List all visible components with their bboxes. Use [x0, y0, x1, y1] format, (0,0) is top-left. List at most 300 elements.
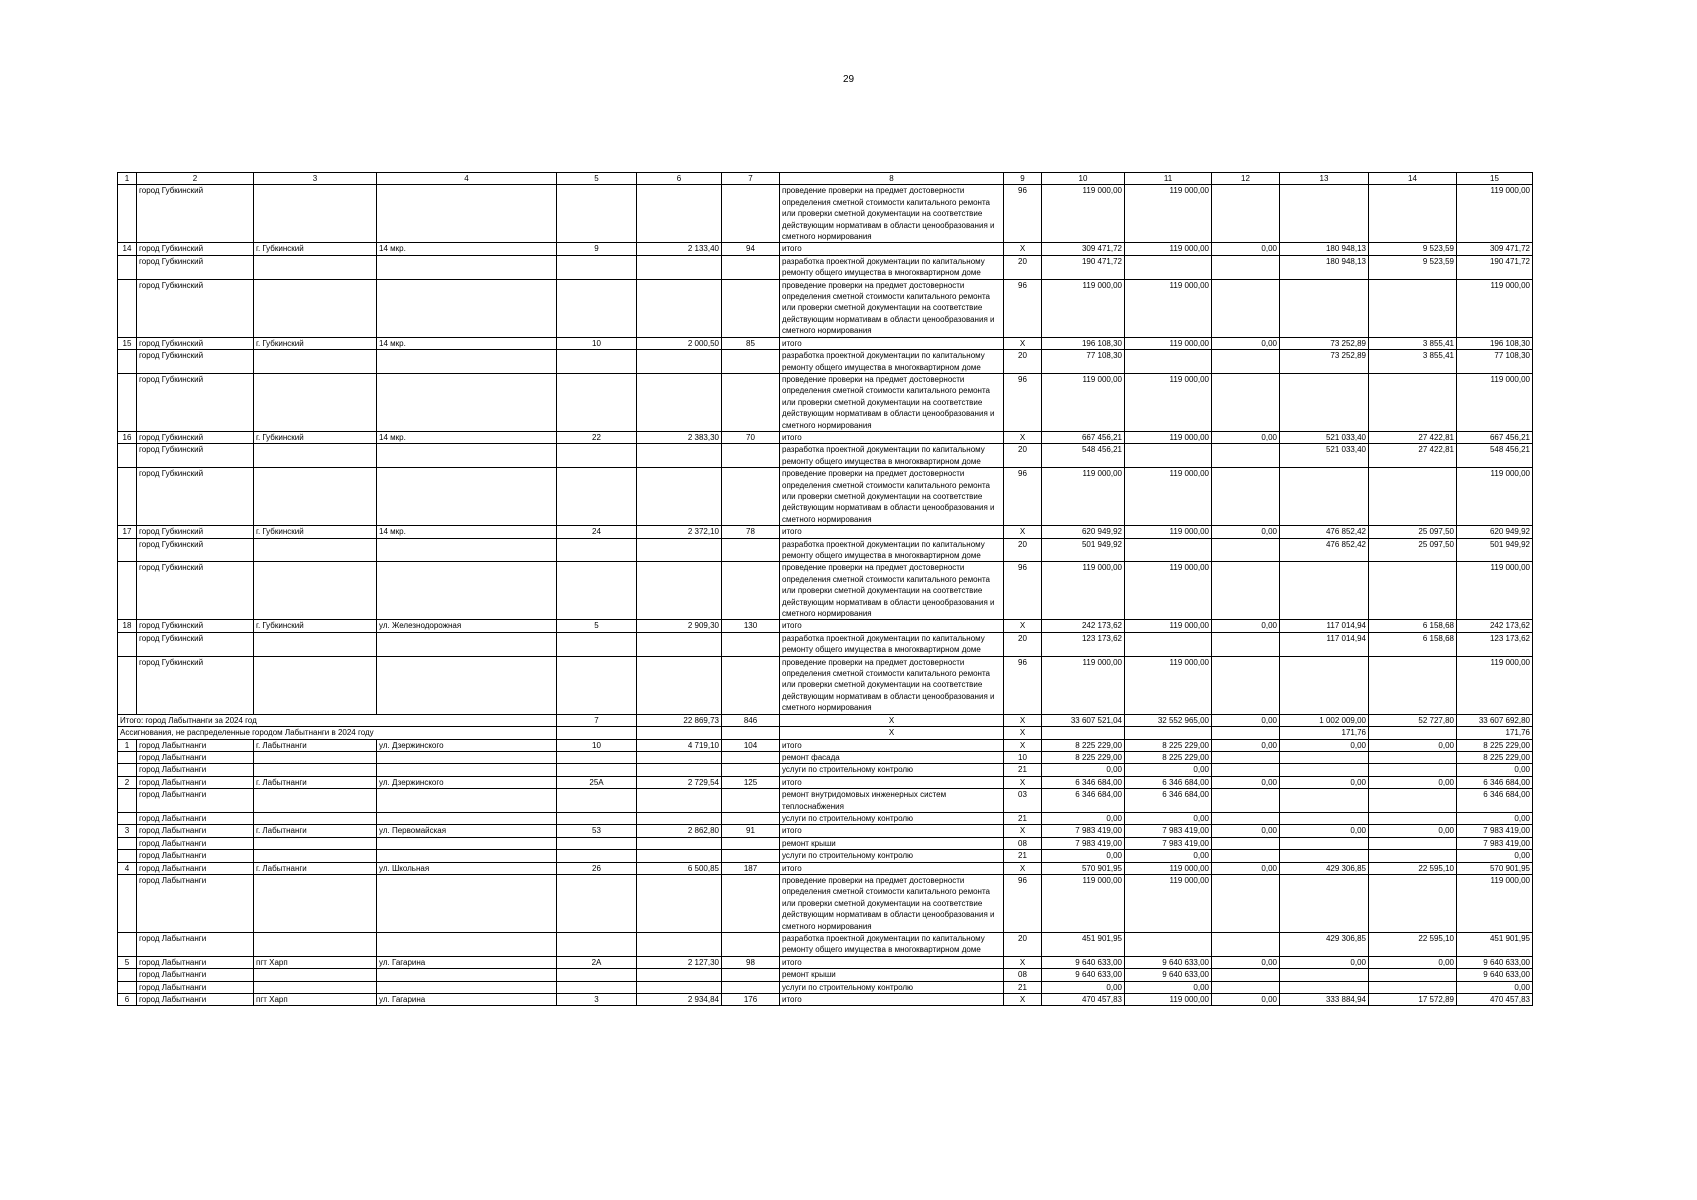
cell-col-8: проведение проверки на предмет достоверности определения сметной стоимости капитального ремонта или проверки сметной документации на соответствие действующим нормативам в области ценообразования и сметного нормирования: [780, 373, 1004, 431]
cell-col-6: [637, 837, 722, 849]
cell-col-13: [1280, 656, 1369, 714]
cell-col-15: 8 225 229,00: [1457, 751, 1533, 763]
table-row: [118, 243, 1533, 255]
summary-label: Ассигнования, не распределенные городом Лабытнанги в 2024 году: [118, 727, 557, 739]
column-number: 12: [1212, 173, 1280, 185]
cell-col-5: 9: [557, 243, 637, 255]
cell-col-3: [254, 279, 377, 337]
cell-col-2: город Лабытнанги: [137, 994, 254, 1006]
cell-col-7: 104: [722, 739, 780, 751]
cell-col-7: [722, 255, 780, 279]
cell-col-9: 20: [1004, 444, 1042, 468]
cell-col-11: 32 552 965,00: [1125, 714, 1212, 726]
cell-col-13: 1 002 009,00: [1280, 714, 1369, 726]
cell-col-8: проведение проверки на предмет достоверности определения сметной стоимости капитального ремонта или проверки сметной документации на соответствие действующим нормативам в области ценообразования и сметного нормирования: [780, 656, 1004, 714]
cell-col-9: 96: [1004, 562, 1042, 620]
cell-col-13: 429 306,85: [1280, 933, 1369, 957]
cell-col-5: 10: [557, 739, 637, 751]
cell-col-2: город Лабытнанги: [137, 739, 254, 751]
cell-col-6: [637, 751, 722, 763]
cell-col-8: итого: [780, 620, 1004, 632]
cell-col-4: [377, 632, 557, 656]
table-row: [118, 837, 1533, 849]
cell-col-9: X: [1004, 526, 1042, 538]
table-row: [118, 656, 1533, 714]
cell-col-11: 119 000,00: [1125, 862, 1212, 874]
cell-col-10: 570 901,95: [1042, 862, 1125, 874]
cell-col-2: город Губкинский: [137, 444, 254, 468]
cell-col-13: 180 948,13: [1280, 243, 1369, 255]
cell-col-9: X: [1004, 956, 1042, 968]
cell-col-8: проведение проверки на предмет достоверности определения сметной стоимости капитального ремонта или проверки сметной документации на соответствие действующим нормативам в области ценообразования и сметного нормирования: [780, 562, 1004, 620]
column-number: 14: [1369, 173, 1457, 185]
cell-col-15: 570 901,95: [1457, 862, 1533, 874]
cell-col-11: 119 000,00: [1125, 562, 1212, 620]
column-number: 5: [557, 173, 637, 185]
cell-col-6: 2 383,30: [637, 431, 722, 443]
cell-col-11: 6 346 684,00: [1125, 789, 1212, 813]
cell-col-15: 451 901,95: [1457, 933, 1533, 957]
cell-col-7: 125: [722, 776, 780, 788]
cell-col-12: [1212, 933, 1280, 957]
cell-col-13: 0,00: [1280, 956, 1369, 968]
cell-col-7: 187: [722, 862, 780, 874]
cell-col-8: итого: [780, 956, 1004, 968]
cell-col-5: [557, 751, 637, 763]
cell-col-12: 0,00: [1212, 337, 1280, 349]
cell-col-5: 5: [557, 620, 637, 632]
cell-col-12: 0,00: [1212, 862, 1280, 874]
cell-col-6: [637, 538, 722, 562]
cell-col-3: [254, 350, 377, 374]
cell-col-14: 27 422,81: [1369, 431, 1457, 443]
cell-col-7: [722, 538, 780, 562]
cell-col-12: 0,00: [1212, 825, 1280, 837]
cell-col-2: город Лабытнанги: [137, 874, 254, 932]
cell-col-2: город Лабытнанги: [137, 956, 254, 968]
cell-col-5: 3: [557, 994, 637, 1006]
cell-col-15: 196 108,30: [1457, 337, 1533, 349]
cell-col-2: город Губкинский: [137, 468, 254, 526]
cell-col-1: 2: [118, 776, 137, 788]
cell-col-3: [254, 981, 377, 993]
cell-col-13: 0,00: [1280, 776, 1369, 788]
cell-col-10: 309 471,72: [1042, 243, 1125, 255]
column-number: 8: [780, 173, 1004, 185]
cell-col-8: разработка проектной документации по капитальному ремонту общего имущества в многоквартирном доме: [780, 255, 1004, 279]
cell-col-12: 0,00: [1212, 431, 1280, 443]
cell-col-11: 119 000,00: [1125, 243, 1212, 255]
cell-col-5: [557, 933, 637, 957]
cell-col-8: разработка проектной документации по капитальному ремонту общего имущества в многоквартирном доме: [780, 933, 1004, 957]
cell-col-13: [1280, 751, 1369, 763]
table-body: [118, 173, 1533, 1006]
cell-col-5: [557, 350, 637, 374]
cell-col-8: ремонт крыши: [780, 837, 1004, 849]
cell-col-15: 119 000,00: [1457, 279, 1533, 337]
table-row: [118, 632, 1533, 656]
cell-col-5: [557, 279, 637, 337]
cell-col-14: 0,00: [1369, 825, 1457, 837]
cell-col-3: [254, 837, 377, 849]
cell-col-12: 0,00: [1212, 526, 1280, 538]
cell-col-15: 119 000,00: [1457, 562, 1533, 620]
cell-col-5: [557, 538, 637, 562]
cell-col-15: 119 000,00: [1457, 468, 1533, 526]
cell-col-13: 429 306,85: [1280, 862, 1369, 874]
table-row: [118, 994, 1533, 1006]
cell-col-13: 171,76: [1280, 727, 1369, 739]
cell-col-5: 25А: [557, 776, 637, 788]
cell-col-10: 119 000,00: [1042, 279, 1125, 337]
cell-col-7: [722, 874, 780, 932]
cell-col-7: [722, 656, 780, 714]
cell-col-12: 0,00: [1212, 956, 1280, 968]
cell-col-15: 7 983 419,00: [1457, 825, 1533, 837]
cell-col-11: 7 983 419,00: [1125, 837, 1212, 849]
cell-col-4: [377, 850, 557, 862]
cell-col-11: 119 000,00: [1125, 620, 1212, 632]
cell-col-9: X: [1004, 994, 1042, 1006]
cell-col-15: 0,00: [1457, 812, 1533, 824]
cell-col-7: [722, 444, 780, 468]
cell-col-7: 78: [722, 526, 780, 538]
cell-col-13: 180 948,13: [1280, 255, 1369, 279]
table-row: [118, 337, 1533, 349]
cell-col-2: город Губкинский: [137, 279, 254, 337]
cell-col-2: город Лабытнанги: [137, 825, 254, 837]
cell-col-14: 22 595,10: [1369, 862, 1457, 874]
cell-col-10: 119 000,00: [1042, 468, 1125, 526]
cell-col-1: 18: [118, 620, 137, 632]
cell-col-7: 70: [722, 431, 780, 443]
cell-col-1: [118, 255, 137, 279]
cell-col-3: [254, 812, 377, 824]
cell-col-14: [1369, 727, 1457, 739]
cell-col-10: 119 000,00: [1042, 874, 1125, 932]
cell-col-1: 6: [118, 994, 137, 1006]
cell-col-5: [557, 812, 637, 824]
cell-col-14: 0,00: [1369, 776, 1457, 788]
cell-col-8: итого: [780, 825, 1004, 837]
cell-col-2: город Лабытнанги: [137, 751, 254, 763]
cell-col-12: [1212, 981, 1280, 993]
cell-col-9: 20: [1004, 933, 1042, 957]
table-row: [118, 538, 1533, 562]
cell-col-12: [1212, 350, 1280, 374]
cell-col-12: [1212, 562, 1280, 620]
cell-col-12: [1212, 812, 1280, 824]
cell-col-6: [637, 255, 722, 279]
cell-col-8: ремонт крыши: [780, 969, 1004, 981]
cell-col-9: X: [1004, 739, 1042, 751]
cell-col-11: 119 000,00: [1125, 526, 1212, 538]
cell-col-13: [1280, 764, 1369, 776]
cell-col-12: [1212, 969, 1280, 981]
cell-col-6: [637, 632, 722, 656]
cell-col-5: 7: [557, 714, 637, 726]
table-row: [118, 255, 1533, 279]
cell-col-4: [377, 874, 557, 932]
cell-col-6: [637, 185, 722, 243]
table-row: [118, 862, 1533, 874]
cell-col-11: 0,00: [1125, 981, 1212, 993]
cell-col-3: [254, 373, 377, 431]
cell-col-3: [254, 562, 377, 620]
cell-col-7: [722, 751, 780, 763]
cell-col-14: [1369, 562, 1457, 620]
cell-col-2: город Лабытнанги: [137, 981, 254, 993]
cell-col-11: [1125, 727, 1212, 739]
cell-col-4: 14 мкр.: [377, 243, 557, 255]
cell-col-15: 119 000,00: [1457, 373, 1533, 431]
cell-col-7: [722, 632, 780, 656]
cell-col-13: 521 033,40: [1280, 431, 1369, 443]
cell-col-14: 0,00: [1369, 956, 1457, 968]
cell-col-14: [1369, 656, 1457, 714]
cell-col-11: 119 000,00: [1125, 185, 1212, 243]
cell-col-12: [1212, 468, 1280, 526]
cell-col-9: X: [1004, 727, 1042, 739]
cell-col-14: [1369, 468, 1457, 526]
cell-col-11: 119 000,00: [1125, 431, 1212, 443]
cell-col-9: 21: [1004, 812, 1042, 824]
data-table: [117, 172, 1533, 1006]
cell-col-15: 119 000,00: [1457, 656, 1533, 714]
cell-col-14: 9 523,59: [1369, 255, 1457, 279]
cell-col-4: [377, 812, 557, 824]
cell-col-2: город Губкинский: [137, 620, 254, 632]
cell-col-12: [1212, 185, 1280, 243]
cell-col-1: [118, 538, 137, 562]
cell-col-4: ул. Гагарина: [377, 956, 557, 968]
cell-col-3: г. Лабытнанги: [254, 739, 377, 751]
column-number: 6: [637, 173, 722, 185]
cell-col-5: [557, 373, 637, 431]
cell-col-3: [254, 789, 377, 813]
cell-col-15: 9 640 633,00: [1457, 956, 1533, 968]
cell-col-5: 24: [557, 526, 637, 538]
cell-col-9: X: [1004, 620, 1042, 632]
cell-col-7: 94: [722, 243, 780, 255]
cell-col-10: 6 346 684,00: [1042, 776, 1125, 788]
cell-col-2: город Губкинский: [137, 526, 254, 538]
table-row: [118, 764, 1533, 776]
cell-col-1: 15: [118, 337, 137, 349]
cell-col-1: [118, 632, 137, 656]
cell-col-14: [1369, 751, 1457, 763]
cell-col-15: 470 457,83: [1457, 994, 1533, 1006]
cell-col-14: 0,00: [1369, 739, 1457, 751]
cell-col-6: 4 719,10: [637, 739, 722, 751]
cell-col-1: 14: [118, 243, 137, 255]
cell-col-10: 9 640 633,00: [1042, 969, 1125, 981]
cell-col-11: [1125, 933, 1212, 957]
cell-col-3: г. Губкинский: [254, 337, 377, 349]
cell-col-4: [377, 562, 557, 620]
cell-col-15: 0,00: [1457, 981, 1533, 993]
cell-col-7: [722, 727, 780, 739]
cell-col-10: 119 000,00: [1042, 185, 1125, 243]
cell-col-11: 9 640 633,00: [1125, 956, 1212, 968]
cell-col-2: город Губкинский: [137, 656, 254, 714]
cell-col-8: итого: [780, 776, 1004, 788]
cell-col-14: [1369, 185, 1457, 243]
cell-col-8: проведение проверки на предмет достоверности определения сметной стоимости капитального ремонта или проверки сметной документации на соответствие действующим нормативам в области ценообразования и сметного нормирования: [780, 279, 1004, 337]
cell-col-8: итого: [780, 526, 1004, 538]
cell-col-3: г. Губкинский: [254, 243, 377, 255]
cell-col-8: услуги по строительному контролю: [780, 764, 1004, 776]
cell-col-5: [557, 656, 637, 714]
cell-col-12: [1212, 538, 1280, 562]
cell-col-4: ул. Школьная: [377, 862, 557, 874]
cell-col-6: [637, 373, 722, 431]
cell-col-13: 476 852,42: [1280, 526, 1369, 538]
cell-col-1: [118, 789, 137, 813]
cell-col-11: 9 640 633,00: [1125, 969, 1212, 981]
cell-col-5: [557, 255, 637, 279]
table-row: [118, 620, 1533, 632]
cell-col-4: ул. Первомайская: [377, 825, 557, 837]
table-row: [118, 562, 1533, 620]
cell-col-1: [118, 468, 137, 526]
cell-col-10: 501 949,92: [1042, 538, 1125, 562]
cell-col-7: 91: [722, 825, 780, 837]
cell-col-12: [1212, 837, 1280, 849]
cell-col-14: [1369, 789, 1457, 813]
cell-col-5: [557, 874, 637, 932]
cell-col-6: 2 934,84: [637, 994, 722, 1006]
cell-col-13: [1280, 850, 1369, 862]
cell-col-2: город Губкинский: [137, 185, 254, 243]
cell-col-6: 2 909,30: [637, 620, 722, 632]
cell-col-6: [637, 969, 722, 981]
column-number: 4: [377, 173, 557, 185]
cell-col-10: 0,00: [1042, 812, 1125, 824]
cell-col-10: 0,00: [1042, 764, 1125, 776]
cell-col-10: 548 456,21: [1042, 444, 1125, 468]
cell-col-15: 171,76: [1457, 727, 1533, 739]
cell-col-4: ул. Гагарина: [377, 994, 557, 1006]
cell-col-15: 309 471,72: [1457, 243, 1533, 255]
cell-col-10: 119 000,00: [1042, 373, 1125, 431]
table-row: [118, 825, 1533, 837]
cell-col-2: город Лабытнанги: [137, 862, 254, 874]
cell-col-13: [1280, 837, 1369, 849]
cell-col-8: итого: [780, 994, 1004, 1006]
cell-col-2: город Лабытнанги: [137, 789, 254, 813]
cell-col-5: [557, 468, 637, 526]
cell-col-9: 08: [1004, 837, 1042, 849]
cell-col-7: [722, 279, 780, 337]
cell-col-1: [118, 874, 137, 932]
cell-col-13: [1280, 185, 1369, 243]
table-row: [118, 739, 1533, 751]
cell-col-12: 0,00: [1212, 243, 1280, 255]
cell-col-15: 548 456,21: [1457, 444, 1533, 468]
cell-col-15: 0,00: [1457, 764, 1533, 776]
cell-col-14: 3 855,41: [1369, 337, 1457, 349]
cell-col-7: [722, 789, 780, 813]
cell-col-13: 521 033,40: [1280, 444, 1369, 468]
cell-col-7: 130: [722, 620, 780, 632]
table-row: [118, 850, 1533, 862]
cell-col-12: [1212, 764, 1280, 776]
cell-col-8: проведение проверки на предмет достоверности определения сметной стоимости капитального ремонта или проверки сметной документации на соответствие действующим нормативам в области ценообразования и сметного нормирования: [780, 468, 1004, 526]
cell-col-15: 9 640 633,00: [1457, 969, 1533, 981]
cell-col-14: 9 523,59: [1369, 243, 1457, 255]
cell-col-10: 620 949,92: [1042, 526, 1125, 538]
cell-col-6: [637, 850, 722, 862]
cell-col-3: г. Губкинский: [254, 431, 377, 443]
cell-col-2: город Лабытнанги: [137, 812, 254, 824]
cell-col-1: [118, 969, 137, 981]
cell-col-6: 2 862,80: [637, 825, 722, 837]
cell-col-3: [254, 255, 377, 279]
cell-col-9: 96: [1004, 468, 1042, 526]
cell-col-8: итого: [780, 739, 1004, 751]
cell-col-4: [377, 279, 557, 337]
cell-col-12: 0,00: [1212, 714, 1280, 726]
cell-col-6: [637, 812, 722, 824]
cell-col-3: [254, 850, 377, 862]
cell-col-4: [377, 255, 557, 279]
cell-col-13: 73 252,89: [1280, 337, 1369, 349]
cell-col-10: 0,00: [1042, 981, 1125, 993]
cell-col-1: [118, 850, 137, 862]
cell-col-8: разработка проектной документации по капитальному ремонту общего имущества в многоквартирном доме: [780, 350, 1004, 374]
cell-col-7: [722, 764, 780, 776]
cell-col-2: город Лабытнанги: [137, 850, 254, 862]
cell-col-10: 123 173,62: [1042, 632, 1125, 656]
cell-col-8: разработка проектной документации по капитальному ремонту общего имущества в многоквартирном доме: [780, 538, 1004, 562]
cell-col-5: 53: [557, 825, 637, 837]
cell-col-10: 119 000,00: [1042, 562, 1125, 620]
cell-col-12: [1212, 874, 1280, 932]
cell-col-11: [1125, 350, 1212, 374]
summary-row: [118, 714, 1533, 726]
cell-col-14: [1369, 812, 1457, 824]
cell-col-2: город Лабытнанги: [137, 933, 254, 957]
cell-col-6: 2 000,50: [637, 337, 722, 349]
cell-col-15: 123 173,62: [1457, 632, 1533, 656]
cell-col-3: [254, 185, 377, 243]
cell-col-13: [1280, 789, 1369, 813]
cell-col-8: итого: [780, 337, 1004, 349]
cell-col-8: услуги по строительному контролю: [780, 812, 1004, 824]
cell-col-13: 0,00: [1280, 739, 1369, 751]
cell-col-15: 620 949,92: [1457, 526, 1533, 538]
cell-col-9: 96: [1004, 373, 1042, 431]
cell-col-1: [118, 981, 137, 993]
cell-col-3: г. Лабытнанги: [254, 776, 377, 788]
cell-col-12: 0,00: [1212, 994, 1280, 1006]
cell-col-15: 7 983 419,00: [1457, 837, 1533, 849]
cell-col-10: 77 108,30: [1042, 350, 1125, 374]
cell-col-10: 0,00: [1042, 850, 1125, 862]
cell-col-11: 7 983 419,00: [1125, 825, 1212, 837]
table-row: [118, 279, 1533, 337]
cell-col-11: 119 000,00: [1125, 279, 1212, 337]
cell-col-13: 73 252,89: [1280, 350, 1369, 374]
cell-col-3: [254, 468, 377, 526]
cell-col-1: 16: [118, 431, 137, 443]
cell-col-12: [1212, 255, 1280, 279]
cell-col-3: [254, 656, 377, 714]
cell-col-5: [557, 837, 637, 849]
cell-col-12: [1212, 751, 1280, 763]
table-row: [118, 812, 1533, 824]
